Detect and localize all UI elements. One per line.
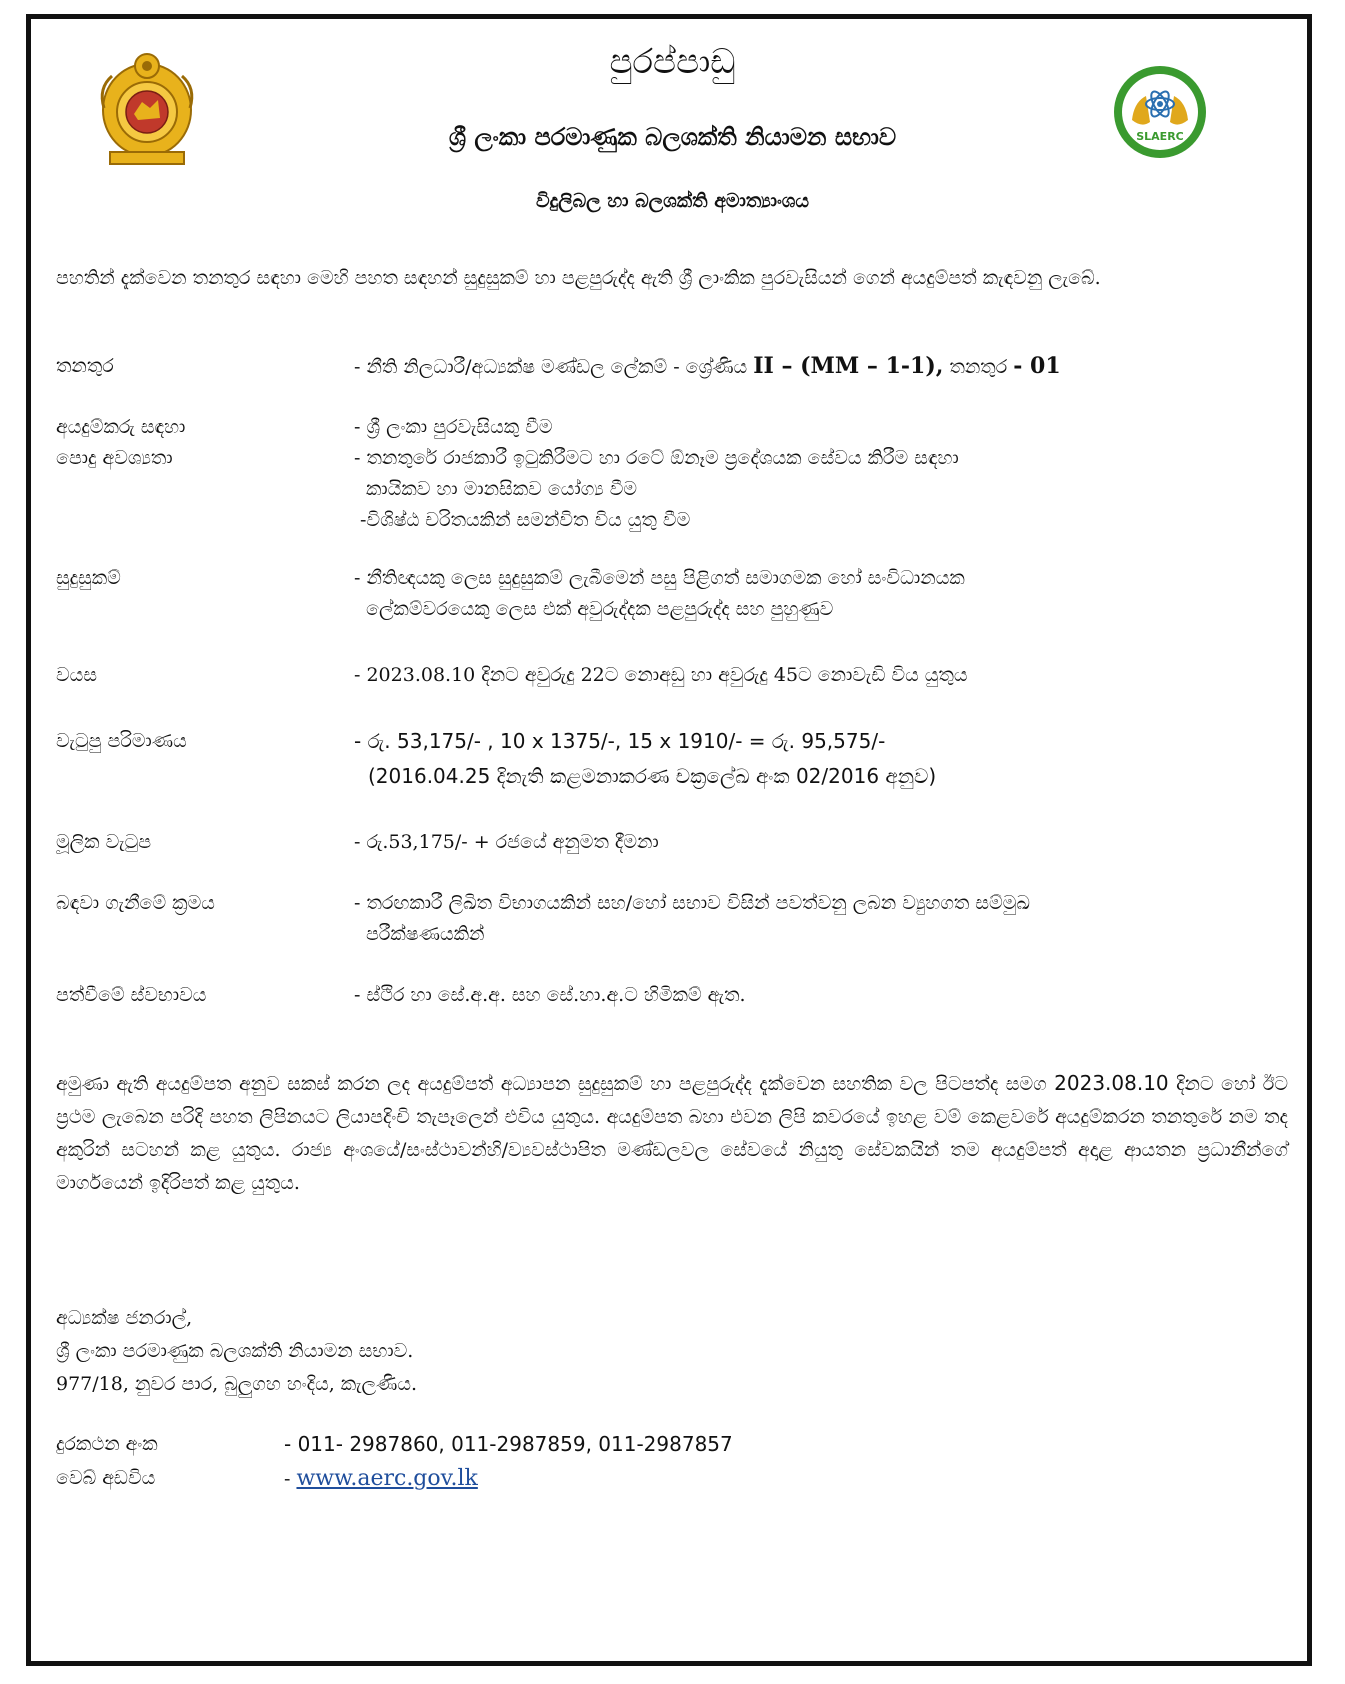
phone-value: - 011- 2987860, 011-2987859, 011-2987857 (284, 1432, 733, 1456)
eligibility-line: කායිකව හා මානසිකව යෝග්‍ය වීම (366, 478, 638, 500)
salary-line: - රු. 53,175/- , 10 x 1375/-, 15 x 1910/- = රු. 95,575/- (354, 729, 886, 753)
eligibility-label-line: අයදුම්කරු සඳහා (56, 416, 186, 438)
eligibility-label (56, 412, 346, 474)
eligibility-value (354, 412, 1284, 536)
signature-organization: ශ්‍රී ලංකා පරමාණුක බලශක්ති නියාමන සභාව. (56, 1340, 414, 1362)
ministry-name: විදුලිබල හා බලශක්ති අමාත්‍යාංශය (535, 190, 810, 212)
qualifications-line: - නීතිඥයකු ලෙස සුදුසුකම් ලැබීමෙන් පසු පිළිගත් සමාගමක හෝ සංවිධානයක (354, 567, 965, 589)
phone-label: දුරකථන අංක (56, 1433, 158, 1455)
recruitment-line: - තරඟකාරී ලිඛිත විභාගයකින් සහ/හෝ සභාව විසින් පවත්වනු ලබන ව්‍යුහගත සම්මුඛ (354, 892, 1030, 914)
recruitment-label: බඳවා ගැනීමේ ක්‍රමය (56, 892, 215, 914)
post-grade: II – (MM – 1-1), (753, 353, 944, 379)
signature-address: 977/18, නුවර පාර, බුලුගහ හංදිය, කැලණිය. (56, 1373, 418, 1395)
age-value: - 2023.08.10 දිනට අවුරුදු 22ට නොඅඩු හා අවුරුදු 45ට නොවැඩි විය යුතුය (354, 664, 968, 686)
recruitment-value (354, 888, 1284, 950)
age-label: වයස (56, 664, 97, 686)
appointment-value: - ස්ථිර හා සේ.අ.අ. සහ සේ.හා.අ.ට හිමිකම් ඇත. (354, 984, 746, 1006)
salary-label: වැටුපු පරිමාණය (56, 730, 187, 752)
salary-value (354, 726, 1284, 792)
qualifications-line: ලේකම්වරයෙකු ලෙස එක් අවුරුද්දක පළපුරුද්ද සහ පුහුණුව (366, 598, 834, 620)
website-link[interactable]: www.aerc.gov.lk (296, 1466, 478, 1491)
eligibility-label-line: පොදු අවශ්‍යතා (56, 447, 173, 469)
website-dash: - (284, 1468, 297, 1490)
post-middle: තනතුර (943, 356, 1014, 378)
deadline-date: 2023.08.10 (1054, 1071, 1169, 1095)
eligibility-line: -විශිෂ්ඨ චරිතයකින් සමන්විත විය යුතු වීම (360, 509, 691, 531)
appointment-label: පත්වීමේ ස්වභාවය (56, 984, 207, 1006)
qualifications-value (354, 563, 1284, 625)
recruitment-line: පරීක්ෂණයකින් (366, 923, 485, 945)
eligibility-line: - තනතුරේ රාජකාරී ඉටුකිරීමට හා රටේ ඕනෑම ප්‍රදේශයක සේවය කිරීම සඳහා (354, 447, 959, 469)
basic-salary-value: - රු.53,175/- + රජයේ අනුමත දීමනා (354, 831, 659, 853)
post-prefix: - නීති නිලධාරී/අධ්‍යක්ෂ මණ්ඩල ලේකම් - ශ්‍රේණිය (354, 356, 754, 378)
basic-salary-label: මූලික වැටුප (56, 831, 152, 853)
website-value (284, 1462, 478, 1496)
post-count: - 01 (1013, 353, 1061, 379)
intro-paragraph: පහතින් දැක්වෙන තනතුර සඳහා මෙහි පහත සඳහන් සුදුසුකම් හා පළපුරුද්ද ඇති ශ්‍රී ලාංකික පුරවැසියන් ගෙන් අයදුම්පත් කැඳවනු ලැබේ. (56, 267, 1101, 289)
post-value (354, 351, 1284, 383)
page-title: පුරප්පාඩු (609, 42, 736, 82)
website-label: වෙබ් අඩවිය (56, 1467, 156, 1489)
svg-text:SLAERC: SLAERC (1136, 130, 1184, 143)
post-label: තනතුර (56, 355, 114, 377)
salary-line: (2016.04.25 දිනැති කළමනාකරණ චක්‍රලේඛ අංක 02/2016 අනුව) (368, 764, 937, 788)
signature-title: අධ්‍යක්ෂ ජනරාල්, (56, 1307, 193, 1329)
instructions-text: අමුණා ඇති අයදුම්පත අනුව සකස් කරන ලද අයදුම්පත් අධ්‍යාපන සුදුසුකම් හා පළපුරුද්ද දැක්වෙන සහතික වල පිටපත්ද සමග (56, 1073, 1055, 1095)
qualifications-label: සුදුසුකම් (56, 567, 121, 589)
instructions-paragraph (56, 1067, 1288, 1200)
instructions-text: දිනට හෝ ඊට ප්‍රථම ලැබෙන පරිදි පහත ලිපිනයට ලියාපදිංචි තැපෑලෙන් එවිය යුතුය. අයදුම්පත බහා එවන ලිපි කවරයේ ඉහළ වම් කෙළවරේ අයදුම්කරන තනතුරේ නම තද අකුරින් සටහන් කළ යුතුය. රාජ්‍ය අංශයේ/සංස්ථාවන්හි/ව්‍යවස්ථාපිත මණ්ඩලවල සේවයේ නියුතු සේවකයින් තම අයදුම්පත් අදාළ ආයතන ප්‍රධානීන්ගේ මාර්ගයෙන් ඉදිරිපත් කළ යුතුය. (56, 1073, 1288, 1194)
eligibility-line: - ශ්‍රී ලංකා පුරවැසියකු වීම (354, 416, 553, 438)
signature-block (56, 1302, 417, 1401)
organization-name: ශ්‍රී ලංකා පරමාණුක බලශක්ති නියාමන සභාව (448, 122, 897, 151)
